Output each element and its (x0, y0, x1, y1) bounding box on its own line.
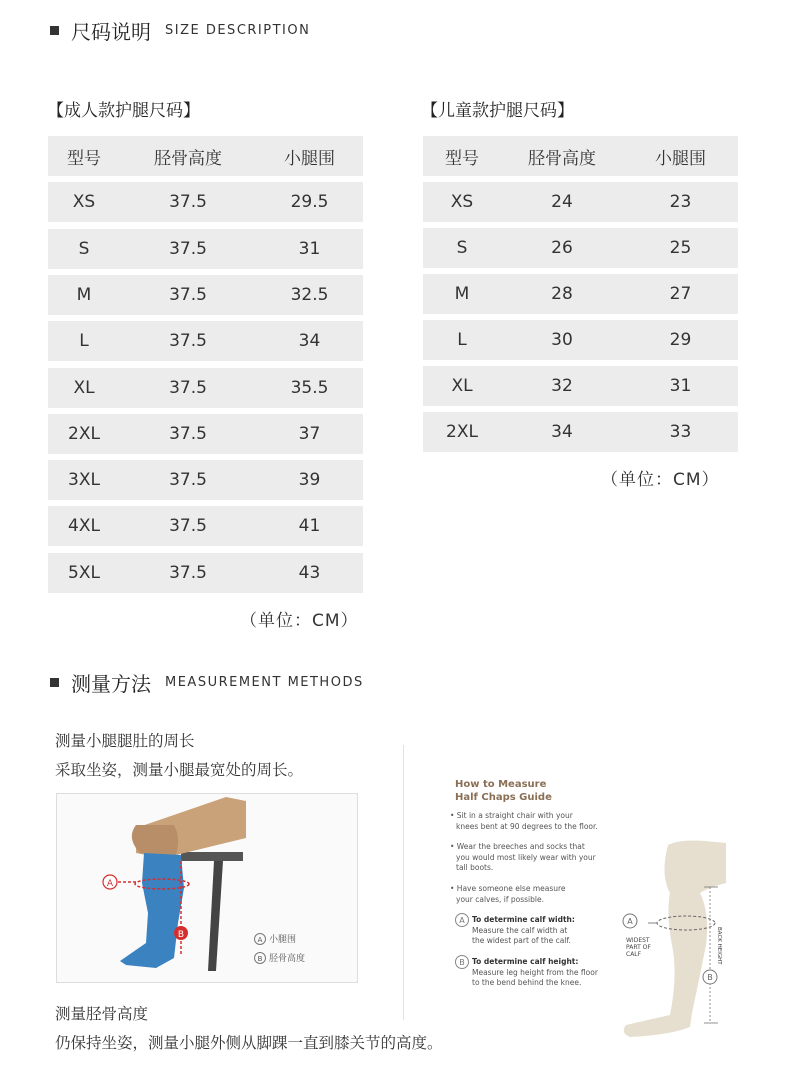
back-height-label: BACK HEIGHT (716, 927, 722, 965)
table-cell: 31 (298, 238, 321, 259)
table-cell: 29.5 (290, 192, 329, 213)
table-row (423, 228, 738, 268)
table-cell: 25 (669, 238, 692, 258)
table-cell: 28 (551, 284, 573, 304)
guide-step-1-line: knees bent at 90 degrees to the floor. (456, 821, 598, 831)
table-row (423, 274, 738, 314)
kids-table-title: 【儿童款护腿尺码】 (421, 101, 574, 121)
table-cell: S (78, 238, 90, 259)
table-cell: 2XL (68, 423, 100, 444)
table-row (423, 412, 738, 452)
table-header-cell: 小腿围 (284, 148, 335, 169)
table-cell: 3XL (68, 470, 100, 491)
table-cell: 35.5 (290, 377, 329, 398)
table-cell: 34 (298, 331, 321, 352)
standing-leg-figure (600, 835, 750, 1045)
widest-label-1: WIDEST (626, 937, 650, 944)
table-cell: 27 (669, 284, 692, 304)
guide-calf-width (472, 915, 575, 947)
table-cell: S (456, 238, 468, 258)
guide-title-1: How to Measure (455, 779, 547, 790)
adult-unit-note: （单位：CM） (240, 611, 359, 631)
section-title-cn: 尺码说明 (71, 20, 151, 44)
section-title-en: SIZE DESCRIPTION (165, 23, 311, 38)
guide-step-2-line: • Wear the breeches and socks that (450, 842, 585, 851)
table-cell: 37.5 (169, 470, 207, 491)
table-cell: 32 (551, 376, 573, 396)
table-cell: 37.5 (169, 516, 207, 537)
table-cell: 34 (551, 422, 573, 442)
calf-method-desc: 采取坐姿，测量小腿最宽处的周长。 (55, 761, 304, 779)
table-cell: 5XL (68, 562, 100, 583)
table-row (48, 182, 363, 222)
sitting-leg-illustration (56, 793, 358, 983)
table-cell: 37 (298, 423, 321, 444)
figure-marker-a-label: A (627, 917, 633, 926)
table-cell: 37.5 (169, 377, 207, 398)
marker-a-label: A (106, 879, 114, 889)
chair-seat (181, 852, 243, 861)
guide-calf-height-line: Measure leg height from the floor (472, 967, 598, 977)
table-row (48, 414, 363, 454)
section-title-en: MEASUREMENT METHODS (165, 675, 364, 690)
kids-unit-note: （单位：CM） (601, 470, 720, 490)
table-cell: 37.5 (169, 423, 207, 444)
table-row (48, 506, 363, 546)
table-cell: L (79, 331, 89, 352)
table-cell: XS (72, 192, 96, 213)
guide-step-3-line: • Have someone else measure (450, 884, 566, 893)
table-cell: 30 (551, 330, 573, 350)
legend-b-marker: B (257, 955, 263, 963)
guide-step-2-line: you would most likely wear with your (456, 852, 596, 862)
svg-text:A: A (459, 916, 465, 925)
table-cell: 43 (298, 562, 321, 583)
guide-title-2: Half Chaps Guide (455, 792, 552, 803)
table-cell: 23 (669, 192, 692, 212)
table-cell: 26 (551, 238, 573, 258)
table-cell: M (76, 284, 92, 305)
shin-method-title: 测量胫骨高度 (55, 1005, 149, 1023)
table-row (48, 275, 363, 315)
guide-step-2-line: tall boots. (456, 863, 494, 872)
knee-shape (132, 825, 178, 855)
column-divider (403, 745, 404, 1020)
figure-marker-b-label: B (707, 973, 713, 982)
widest-label-3: CALF (626, 951, 642, 958)
section-title-cn: 测量方法 (71, 672, 151, 696)
guide-step-2 (450, 842, 596, 874)
calf-method-title: 测量小腿腿肚的周长 (55, 732, 195, 750)
table-cell: 32.5 (290, 284, 329, 305)
table-cell: L (457, 330, 467, 350)
guide-calf-height (472, 957, 598, 989)
guide-step-1 (450, 811, 598, 832)
table-cell: 37.5 (169, 238, 207, 259)
table-header-cell: 胫骨高度 (528, 148, 596, 169)
section-square-icon (50, 678, 59, 687)
guide-marker-b-icon (454, 954, 470, 970)
table-cell: XL (451, 376, 473, 396)
table-row (48, 368, 363, 408)
table-cell: 4XL (68, 516, 100, 537)
table-header-row (48, 136, 363, 176)
legend-a-marker: A (257, 936, 263, 944)
table-cell: XS (450, 192, 474, 212)
section-square-icon (50, 26, 59, 35)
table-header-row (423, 136, 738, 176)
table-row (48, 229, 363, 269)
method-section-header (50, 668, 364, 697)
guide-step-3 (450, 884, 566, 905)
guide-step-3-line: your calves, if possible. (456, 894, 544, 904)
table-cell: 24 (551, 192, 573, 212)
svg-text:B: B (459, 958, 465, 967)
shin-method-desc: 仍保持坐姿，测量小腿外侧从脚踝一直到膝关节的高度。 (55, 1034, 443, 1052)
table-cell: 37.5 (169, 284, 207, 305)
size-section-header (50, 16, 310, 45)
table-row (48, 321, 363, 361)
table-row (48, 460, 363, 500)
table-header-cell: 型号 (67, 148, 101, 169)
table-row (48, 553, 363, 593)
table-row (423, 366, 738, 406)
adult-table-title: 【成人款护腿尺码】 (47, 101, 200, 121)
guide-calf-height-line: to the bend behind the knee. (472, 978, 582, 987)
guide-calf-height-title: To determine calf height: (472, 957, 579, 966)
guide-step-1-line: • Sit in a straight chair with your (450, 811, 573, 820)
table-cell: 2XL (446, 422, 478, 442)
table-header-cell: 型号 (445, 148, 479, 169)
table-cell: 41 (298, 516, 321, 537)
legend-b-text: 胫骨高度 (269, 954, 306, 964)
table-header-cell: 小腿围 (655, 148, 706, 169)
guide-calf-width-title: To determine calf width: (472, 915, 575, 924)
guide-calf-width-line: the widest part of the calf. (472, 936, 571, 945)
table-cell: 37.5 (169, 331, 207, 352)
table-cell: M (454, 284, 470, 304)
table-cell: 37.5 (169, 192, 207, 213)
table-cell: 33 (669, 422, 692, 442)
widest-label-2: PART OF (626, 944, 651, 951)
guide-marker-a-icon (454, 912, 470, 928)
table-cell: 39 (298, 470, 321, 491)
table-cell: 37.5 (169, 562, 207, 583)
table-row (423, 182, 738, 222)
marker-b-label: B (177, 930, 185, 940)
table-cell: 29 (669, 330, 692, 350)
legend-a-text: 小腿围 (269, 935, 297, 945)
table-cell: 31 (669, 376, 692, 396)
table-header-cell: 胫骨高度 (154, 148, 222, 169)
guide-calf-width-line: Measure the calf width at (472, 925, 568, 935)
table-row (423, 320, 738, 360)
table-cell: XL (73, 377, 95, 398)
